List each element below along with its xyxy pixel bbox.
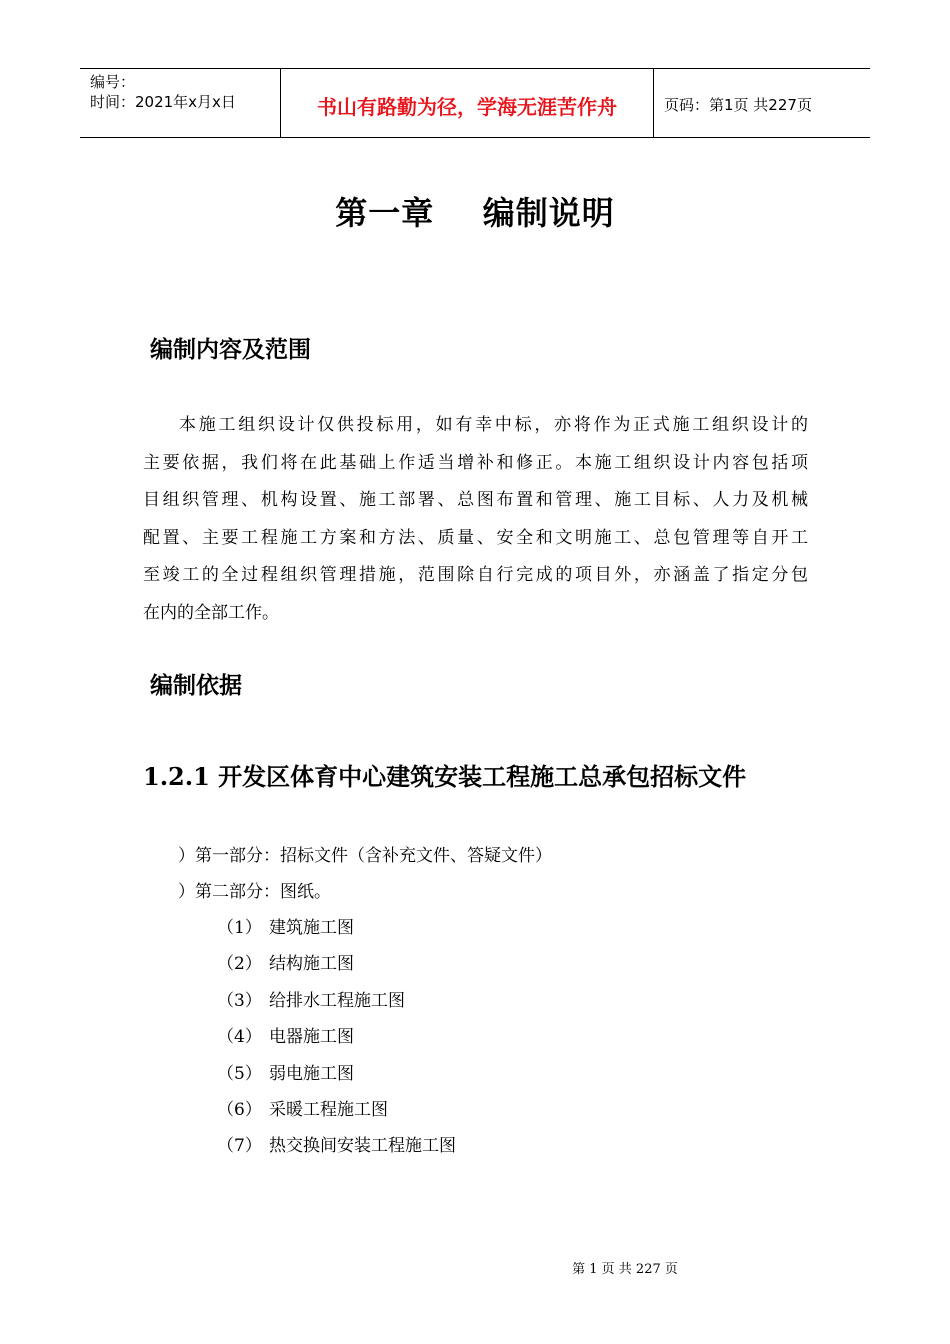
drawing-number: （1） [217,918,262,938]
drawing-list-item [217,986,405,1011]
drawing-list-item [217,1059,354,1084]
section-heading-scope: 编制内容及范围 [150,337,311,363]
paragraph-line: 在内的全部工作。 [143,602,279,623]
paragraph-line: 配置、主要工程施工方案和方法、质量、安全和文明施工、总包管理等自开工 [143,527,808,548]
list-item-part-1: ）第一部分：招标文件（含补充文件、答疑文件） [178,846,552,866]
drawing-number: （7） [217,1136,262,1156]
header-page-info: 页码：第1页 共227页 [664,95,812,114]
chapter-title: 第一章 编制说明 [335,194,615,232]
drawing-list-item [217,913,354,938]
drawing-number: （3） [217,991,262,1011]
drawing-number: （4） [217,1027,262,1047]
drawing-label: 采暖工程施工图 [269,1100,388,1120]
page-footer: 第 1 页 共 227 页 [572,1262,678,1277]
scope-paragraph [143,407,808,632]
paragraph-line: 至竣工的全过程组织管理措施，范围除自行完成的项目外，亦涵盖了指定分包 [143,565,808,585]
subsection-title: 1.2.1 开发区体育中心建筑安装工程施工总承包招标文件 [143,762,747,791]
header-meta-cell [80,69,281,137]
header-number-label: 编号： [90,73,136,91]
drawing-label: 给排水工程施工图 [269,991,405,1011]
drawing-list-item [217,1131,456,1156]
paragraph-line: 本施工组织设计仅供投标用，如有幸中标，亦将作为正式施工组织设计的 [179,415,808,435]
document-header [80,68,870,138]
section-heading-basis: 编制依据 [150,673,242,699]
drawing-label: 建筑施工图 [269,918,354,938]
drawing-number: （5） [217,1064,262,1084]
drawing-list-item [217,1022,354,1047]
drawing-label: 电器施工图 [269,1027,354,1047]
drawing-label: 弱电施工图 [269,1064,354,1084]
list-item-part-2: ）第二部分：图纸。 [178,882,331,902]
header-motto: 书山有路勤为径，学海无涯苦作舟 [281,69,654,137]
header-time-label: 时间：2021年x月x日 [90,93,236,111]
paragraph-line: 主要依据，我们将在此基础上作适当增补和修正。本施工组织设计内容包括项 [143,452,808,473]
drawing-label: 结构施工图 [269,954,354,974]
paragraph-line: 目组织管理、机构设置、施工部署、总图布置和管理、施工目标、人力及机械 [143,490,808,510]
drawing-number: （6） [217,1100,262,1120]
drawing-label: 热交换间安装工程施工图 [269,1136,456,1156]
drawing-list-item [217,949,354,974]
drawing-number: （2） [217,954,262,974]
drawing-list-item [217,1095,388,1120]
